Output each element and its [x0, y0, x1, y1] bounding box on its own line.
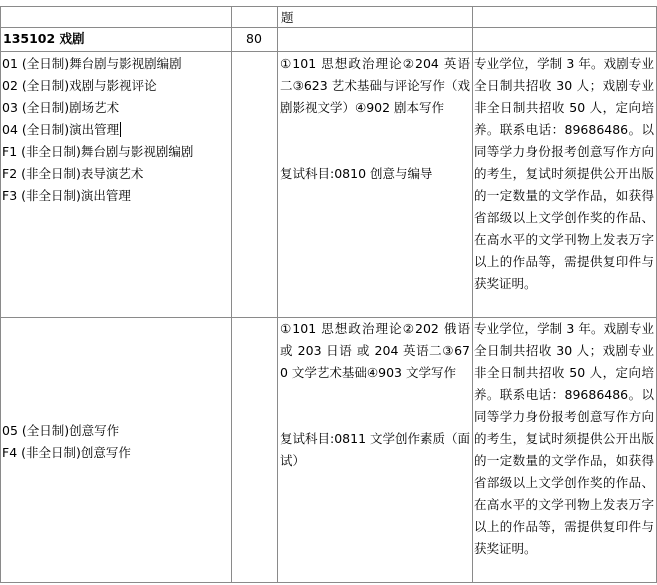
direction-item: F2 (非全日制)表导演艺术: [2, 166, 144, 181]
table-rule: [0, 51, 657, 52]
notes: 专业学位，学制 3 年。戏剧专业全日制共招收 30 人；戏剧专业非全日制共招收 50 人，定向培养。联系电话：89686486。以同等学力身份报考创意写作方向的考生，复试时须提供公开出版的一定数量的文学作品，如获得省部级以上文学创作奖的作品、在高水平的文学刊物上发表万字以上的作品等，需提供复印件与获奖证明。: [474, 321, 654, 556]
table-rule: [0, 27, 657, 28]
direction-item: 03 (全日制)剧场艺术: [2, 100, 120, 115]
table-rule: [0, 6, 1, 583]
major-quota: 80: [246, 31, 262, 46]
table-rule: [0, 582, 657, 583]
retest-subject: 复试科目:0810 创意与编导: [280, 166, 433, 181]
direction-item: [2, 119, 121, 141]
notes: 专业学位，学制 3 年。戏剧专业全日制共招收 30 人；戏剧专业非全日制共招收 50 人，定向培养。联系电话：89686486。以同等学力身份报考创意写作方向的考生，复试时须提供公开出版的一定数量的文学作品，如获得省部级以上文学创作奖的作品、在高水平的文学刊物上发表万字以上的作品等，需提供复印件与获奖证明。: [474, 56, 654, 291]
table-rule: [0, 6, 657, 7]
header-subject-label: 题: [281, 10, 294, 25]
text-cursor: [120, 122, 121, 137]
table-rule: [472, 6, 473, 583]
table-rule: [277, 6, 278, 583]
table-rule: [231, 6, 232, 583]
direction-item: F4 (非全日制)创意写作: [2, 445, 131, 460]
direction-item: 05 (全日制)创意写作: [2, 423, 120, 438]
exam-subjects: ①101 思想政治理论②204 英语二③623 艺术基础与评论写作（戏剧影视文学）④902 剧本写作: [280, 56, 470, 115]
major-code-name: 135102 戏剧: [3, 31, 85, 46]
direction-item: F3 (非全日制)演出管理: [2, 188, 131, 203]
direction-item: 01 (全日制)舞台剧与影视剧编剧: [2, 56, 182, 71]
direction-item: 02 (全日制)戏剧与影视评论: [2, 78, 157, 93]
exam-subjects: ①101 思想政治理论②202 俄语 或 203 日语 或 204 英语二③670 文学艺术基础④903 文学写作: [280, 321, 470, 380]
retest-subject: 复试科目:0811 文学创作素质（面试）: [280, 431, 470, 468]
direction-item-text: 04 (全日制)演出管理: [2, 122, 120, 137]
direction-item: F1 (非全日制)舞台剧与影视剧编剧: [2, 144, 194, 159]
